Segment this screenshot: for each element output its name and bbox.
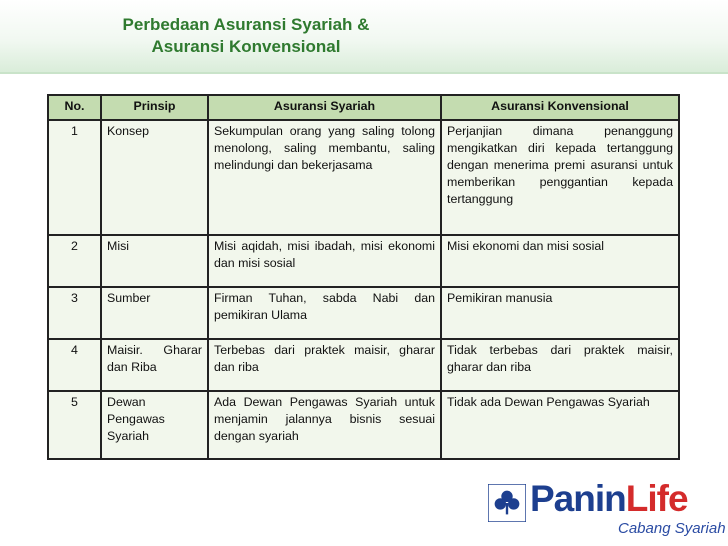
cell-syariah: Sekumpulan orang yang saling tolong menolong, saling membantu, saling melindungi dan bekerjasama [208,120,441,235]
cell-konvensional: Tidak terbebas dari praktek maisir, gharar dan riba [441,339,679,391]
logo-brand-life: Life [625,478,688,519]
cell-konvensional: Tidak ada Dewan Pengawas Syariah [441,391,679,459]
slide-title-line1: Perbedaan Asuransi Syariah & [122,15,370,34]
table-row [48,120,679,235]
cell-prinsip: Misi [101,235,208,287]
table-row [48,339,679,391]
logo-subtitle: Cabang Syariah [618,520,726,537]
cell-prinsip: Sumber [101,287,208,339]
table-header-row [48,95,679,120]
table-row [48,391,679,459]
slide-title-line2: Asuransi Konvensional [151,37,341,56]
cell-no: 5 [48,391,101,459]
cell-syariah: Misi aqidah, misi ibadah, misi ekonomi dan misi sosial [208,235,441,287]
cell-no: 1 [48,120,101,235]
cell-konvensional: Pemikiran manusia [441,287,679,339]
slide-title [86,14,406,58]
logo-wordmark [530,478,688,520]
header-asuransi-konvensional: Asuransi Konvensional [441,95,679,120]
logo-brand-panin: Panin [530,478,626,519]
cell-syariah: Firman Tuhan, sabda Nabi dan pemikiran Ulama [208,287,441,339]
cell-no: 4 [48,339,101,391]
cell-syariah: Ada Dewan Pengawas Syariah untuk menjamin jalannya bisnis sesuai dengan syariah [208,391,441,459]
table-row [48,235,679,287]
cell-konvensional: Misi ekonomi dan misi sosial [441,235,679,287]
cell-prinsip: Konsep [101,120,208,235]
cell-no: 3 [48,287,101,339]
cell-syariah: Terbebas dari praktek maisir, gharar dan riba [208,339,441,391]
comparison-table [47,94,680,460]
cell-no: 2 [48,235,101,287]
cell-prinsip: Dewan Pengawas Syariah [101,391,208,459]
panin-flower-icon [488,484,526,522]
cell-konvensional: Perjanjian dimana penanggung mengikatkan diri kepada tertanggung dengan menerima premi asuransi untuk memberikan penggantian kepada tertanggung [441,120,679,235]
paninlife-logo [488,476,726,540]
cell-prinsip: Maisir. Gharar dan Riba [101,339,208,391]
header-divider [0,72,728,74]
header-no: No. [48,95,101,120]
table-row [48,287,679,339]
header-asuransi-syariah: Asuransi Syariah [208,95,441,120]
header-prinsip: Prinsip [101,95,208,120]
